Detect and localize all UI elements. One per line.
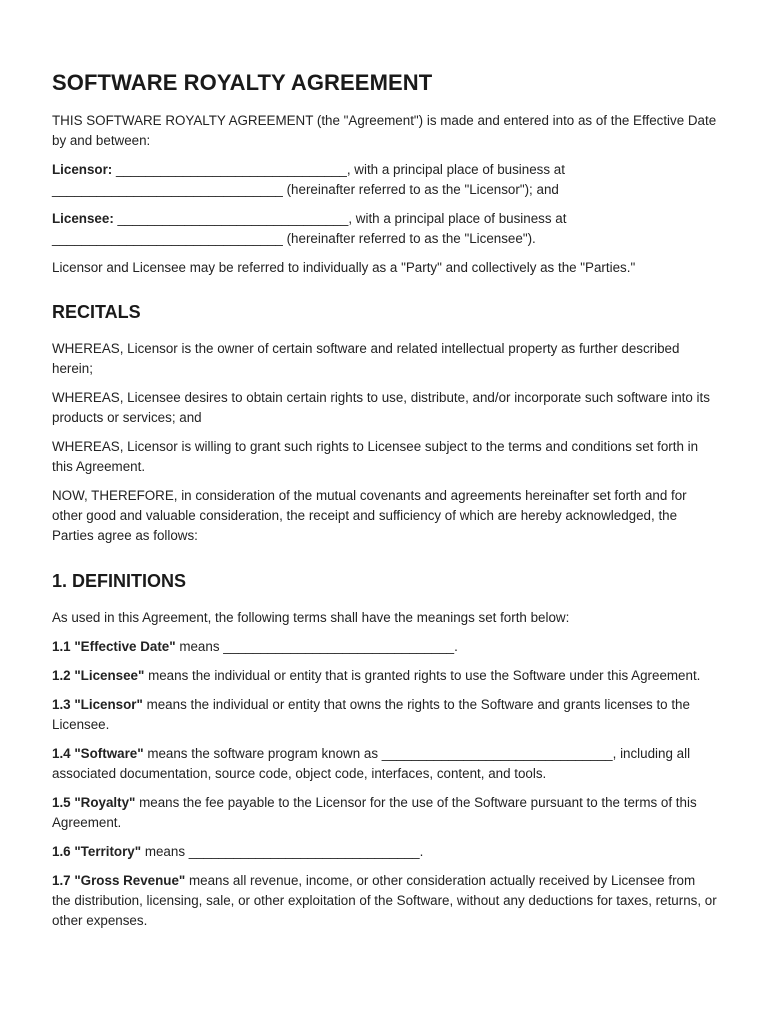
definition-item	[52, 744, 717, 784]
definition-term: 1.6 "Territory"	[52, 844, 142, 859]
definition-text: means the individual or entity that owns the rights to the Software and grants licenses to the Licensee.	[52, 697, 690, 732]
definition-item	[52, 695, 717, 735]
recitals-heading: RECITALS	[52, 302, 141, 322]
intro-paragraph: THIS SOFTWARE ROYALTY AGREEMENT (the "Agreement") is made and entered into as of the Effective Date by and between:	[52, 113, 717, 148]
definition-term: 1.5 "Royalty"	[52, 795, 136, 810]
definition-text: means all revenue, income, or other consideration actually received by Licensee from the distribution, licensing, sale, or other exploitation of the Software, without any deductions for taxes, returns, or other expenses.	[52, 873, 717, 928]
licensor-text: _______________________________, with a principal place of business at _______________________________ (hereinafter referred to as the "Licensor"); and	[52, 162, 565, 197]
licensee-label: Licensee:	[52, 211, 114, 226]
definition-item	[52, 793, 717, 833]
definitions-heading: 1. DEFINITIONS	[52, 571, 187, 591]
definition-text: means _______________________________.	[175, 639, 458, 654]
definition-term: 1.2 "Licensee"	[52, 668, 145, 683]
parties-paragraph: Licensor and Licensee may be referred to individually as a "Party" and collectively as the "Parties."	[52, 260, 636, 275]
definition-item	[52, 666, 717, 686]
licensor-label: Licensor:	[52, 162, 113, 177]
recital-2: WHEREAS, Licensee desires to obtain certain rights to use, distribute, and/or incorporate such software into its products or services; and	[52, 390, 710, 425]
licensee-text: _______________________________, with a principal place of business at _______________________________ (hereinafter referred to as the "Licensee").	[52, 211, 567, 246]
definition-item	[52, 637, 717, 657]
definition-term: 1.1 "Effective Date"	[52, 639, 176, 654]
definition-text: means _______________________________.	[141, 844, 424, 859]
recital-1: WHEREAS, Licensor is the owner of certain software and related intellectual property as further described herein;	[52, 341, 680, 376]
definition-text: means the fee payable to the Licensor for the use of the Software pursuant to the terms of this Agreement.	[52, 795, 697, 830]
document-page	[52, 70, 717, 940]
definitions-intro: As used in this Agreement, the following terms shall have the meanings set forth below:	[52, 610, 570, 625]
licensee-paragraph	[52, 209, 717, 249]
licensor-paragraph	[52, 160, 717, 200]
recital-3: WHEREAS, Licensor is willing to grant such rights to Licensee subject to the terms and conditions set forth in this Agreement.	[52, 439, 699, 474]
recital-now-therefore: NOW, THEREFORE, in consideration of the mutual covenants and agreements hereinafter set forth and for other good and valuable consideration, the receipt and sufficiency of which are hereby acknowledged, the Parties agree as follows:	[52, 488, 687, 543]
definition-item	[52, 842, 717, 862]
definition-item	[52, 871, 717, 931]
definition-term: 1.7 "Gross Revenue"	[52, 873, 186, 888]
definition-text: means the software program known as _______________________________, including all associated documentation, source code, object code, interfaces, content, and tools.	[52, 746, 691, 781]
document-title: SOFTWARE ROYALTY AGREEMENT	[52, 70, 433, 95]
definition-term: 1.4 "Software"	[52, 746, 144, 761]
definition-term: 1.3 "Licensor"	[52, 697, 143, 712]
definition-text: means the individual or entity that is granted rights to use the Software under this Agreement.	[144, 668, 701, 683]
